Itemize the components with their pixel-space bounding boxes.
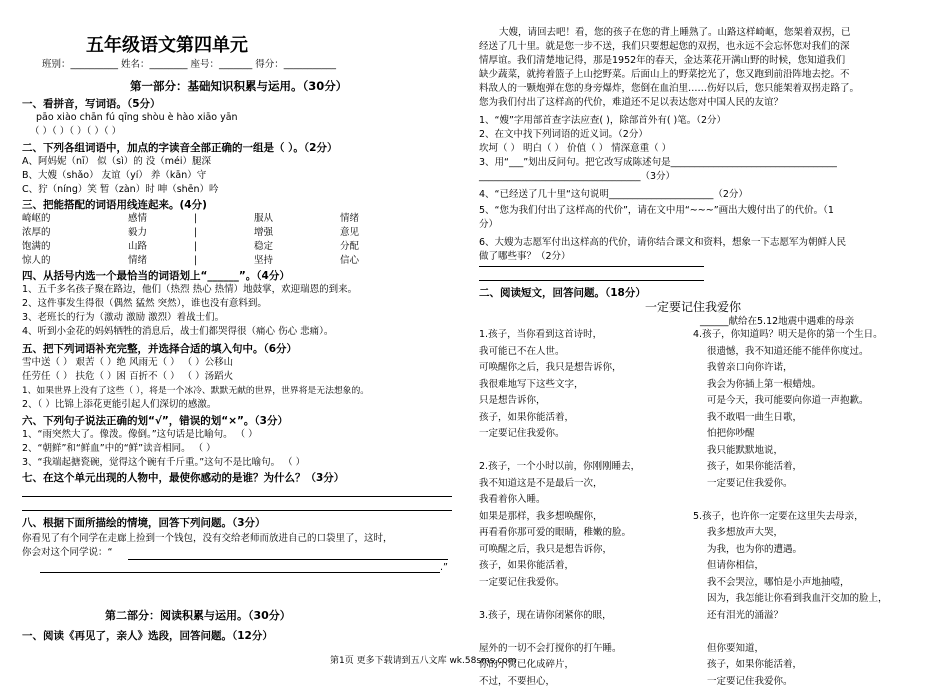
poem-line: 2.孩子，一个小时以前，你刚刚睡去， (479, 459, 689, 476)
q3-word[interactable]: 浓厚的 (22, 226, 51, 240)
poem-line: 4.孩子，你知道吗？明天是你的第一个生日。 (693, 327, 933, 344)
poem-line: 我不敢唱一曲生日歌， (693, 410, 933, 427)
q8-prompt: 你会对这个同学说：“ (22, 546, 462, 560)
rq5-line1[interactable]: 5、“您为我们付出了这样高的代价”，请在文中用“~~~”画出大嫂付出了的代价。（1 (479, 204, 929, 218)
passage-line: 缺少蔬菜，就挎着篮子上山挖野菜。后面山上的野菜挖光了，您又跑到前沿阵地去挖。不 (479, 68, 929, 82)
poem-line: 我曾亲口向你许诺， (693, 360, 933, 377)
reading2-heading: 二、阅读短文，回答问题。（18分） (479, 285, 646, 300)
q3-title: 三、把能搭配的词语用线连起来。(4分) (22, 198, 462, 212)
question-8 (22, 516, 462, 560)
poem-line: 3.孩子，现在请你闭紧你的眼， (479, 608, 689, 625)
passage-line: 大嫂，请回去吧！看，您的孩子在您的背上睡熟了。山路这样崎岖，您架着双拐，已 (479, 26, 929, 40)
part2-heading: 第二部分：阅读积累与运用。（30分） (105, 607, 291, 623)
reading1-questions (479, 114, 929, 264)
rq2-words[interactable]: 坎坷（ ） 明白（ ） 价值（ ） 情深意重（ ） (479, 142, 929, 156)
poem-line: 还有泪光的涌溢？ (693, 608, 933, 625)
poem-line (693, 624, 933, 641)
q8-closing-quote: .” (440, 562, 448, 573)
poem-line: 我多想放声大哭， (693, 525, 933, 542)
poem-line: 可唤醒你之后，我只是想告诉你， (479, 360, 689, 377)
rq4[interactable]: 4、“已经送了几十里“这句说明______________________（2分） (479, 188, 929, 202)
q3-word[interactable]: 毅力 (128, 226, 147, 240)
question-3 (22, 198, 462, 268)
poem-title: 一定要记住我爱你 (645, 298, 741, 315)
poem-line: 怕把你吵醒 (693, 426, 933, 443)
q2-option-a[interactable]: A、阿妈妮（nī） 似（sì）的 没（méi）腿深 (22, 155, 462, 169)
q3-word[interactable]: 稳定 (254, 240, 273, 254)
rq6-answer-line-2[interactable] (479, 280, 704, 281)
q2-option-c[interactable]: C、狞（níng）笑 暂（zàn）时 呻（shēn）吟 (22, 183, 462, 197)
q3-word[interactable]: 崎岖的 (22, 212, 51, 226)
q3-word[interactable]: 惊人的 (22, 254, 51, 268)
poem-line: 5.孩子，也许你一定要在这里失去母亲， (693, 509, 933, 526)
q5-sentence-1[interactable]: 1、如果世界上没有了这些（ ），将是一个冰冷、默默无献的世界，世界将是无法想象的。 (22, 384, 462, 398)
q8-answer-line-1[interactable] (128, 559, 448, 560)
q5-words-row-2[interactable]: 任劳任（ ） 扶危（ ）困 百折不（ ） （ ）汤蹈火 (22, 370, 462, 384)
poem-line: 一定要记住我爱你。 (693, 476, 933, 493)
poem-line: 一定要记住我爱你。 (479, 426, 689, 443)
q2-option-b[interactable]: B、大嫂（shǎo） 友谊（yí） 养（kān）守 (22, 169, 462, 183)
question-4 (22, 269, 462, 339)
q3-word: | (194, 212, 197, 226)
q3-word[interactable]: 感情 (128, 212, 147, 226)
question-5 (22, 342, 462, 412)
poem-line (693, 492, 933, 509)
q3-row (22, 212, 462, 226)
q3-word[interactable]: 情绪 (340, 212, 359, 226)
q7-answer-line-2[interactable] (22, 510, 452, 511)
q1-pinyin: pāo xiào chān fú qīng shòu è hào xiāo yān (22, 111, 462, 125)
q4-item-1: 1、五千多名孩子聚在路边，他们（热烈 热心 热情）地鼓掌，欢迎瑞恩的到来。 (22, 283, 462, 297)
passage-line: 经送了几十里。就是您一步不送，我们只要想起您的双拐，也永远不会忘怀您对我们的深 (479, 40, 929, 54)
q4-title: 四、从括号内选一个最恰当的词语划上“______”。（4分） (22, 269, 462, 283)
q3-word[interactable]: 情绪 (128, 254, 147, 268)
q3-word[interactable]: 山路 (128, 240, 147, 254)
poem-dedication[interactable]: ______献给在5.12地震中遇难的母亲 (700, 313, 854, 327)
poem-line: 屋外的一切不会打搅你的打午睡。 (479, 641, 689, 658)
poem-line: 我会为你插上第一根蜡烛。 (693, 377, 933, 394)
rq1[interactable]: 1、“嫂”字用部首查字法应查( )，除部首外有( )笔。（2分） (479, 114, 929, 128)
q3-word[interactable]: 信心 (340, 254, 359, 268)
q4-item-4: 4、听到小金花的妈妈牺牲的消息后，战士们都哭得很（痛心 伤心 悲痛）。 (22, 325, 462, 339)
q8-title: 八、根据下面所描绘的情境，回答下列问题。（3分） (22, 516, 462, 530)
q6-title: 六、下列句子说法正确的划“√”，错误的划“×”。（3分） (22, 414, 462, 428)
poem-line (479, 591, 689, 608)
q8-scenario: 你看见了有个同学在走廊上捡到一个钱包，没有交给老师而放进自己的口袋里了，这时， (22, 532, 462, 546)
rq3-cont[interactable]: __________________________________（3分） (479, 170, 929, 184)
student-info-line: 班别：__________ 姓名：________ 座号：_______ 得分：___________ (42, 56, 336, 70)
q3-word[interactable]: 增强 (254, 226, 273, 240)
passage-line: 料敌人的一颗炮弹在您的身旁爆炸，您倒在血泊里……伤好以后，您只能架着双拐走路了。 (479, 82, 929, 96)
poem-line: 只是想告诉你， (479, 393, 689, 410)
rq6-line2: 做了哪些事？（2分） (479, 250, 929, 264)
poem-right-column (693, 327, 933, 690)
poem-line: 孩子，如果你能活着， (479, 558, 689, 575)
q5-words-row-1[interactable]: 雪中送（ ） 艰苦（ ）绝 风雨无（ ） （ ）公移山 (22, 356, 462, 370)
part1-heading: 第一部分：基础知识积累与运用。（30分） (130, 78, 347, 94)
poem-line: 孩子，如果你能活着， (479, 410, 689, 427)
poem-line: 如果是那样，我多想唤醒你， (479, 509, 689, 526)
q3-word[interactable]: 服从 (254, 212, 273, 226)
q4-item-3: 3、老班长的行为（激动 激励 激烈）着战士们。 (22, 311, 462, 325)
rq3[interactable]: 3、用“___”划出反问句。把它改写成陈述句是___________________________________ (479, 156, 929, 170)
q7-answer-line-1[interactable] (22, 496, 452, 497)
q6-item-1[interactable]: 1、“雨突然大了。像泼。像倒。”这句话是比喻句。 （ ） (22, 428, 462, 442)
q4-item-2: 2、这件事发生得很（偶然 猛然 突然），谁也没有意料到。 (22, 297, 462, 311)
rq5-line2: 分） (479, 218, 929, 232)
q5-sentence-2[interactable]: 2、（ ）比锦上添花更能引起人们深切的感激。 (22, 398, 462, 412)
passage-line: 您为我们付出了这样高的代价，难道还不足以表达您对中国人民的友谊？ (479, 96, 929, 110)
poem-line: 为我，也为你的遭遇。 (693, 542, 933, 559)
q6-item-2[interactable]: 2、“朝鲜”和“鲜血”中的“鲜”读音相同。 （ ） (22, 442, 462, 456)
rq6-line1: 6、大嫂为志愿军付出这样高的代价，请你结合课文和资料，想象一下志愿军为朝鲜人民 (479, 236, 929, 250)
q3-row (22, 254, 462, 268)
rq2: 2、在文中找下列词语的近义词。（2分） (479, 128, 929, 142)
poem-line: 但你要知道， (693, 641, 933, 658)
q3-word: | (194, 254, 197, 268)
poem-line: 孩子，如果你能活着， (693, 459, 933, 476)
q3-word[interactable]: 分配 (340, 240, 359, 254)
q3-word[interactable]: 饱满的 (22, 240, 51, 254)
q7-title: 七、在这个单元出现的人物中，最使你感动的是谁？为什么？（3分） (22, 471, 344, 485)
page-title: 五年级语文第四单元 (86, 31, 248, 57)
reading1-heading: 一、阅读《再见了，亲人》选段，回答问题。（12分） (22, 628, 273, 643)
poem-line: 1.孩子，当你看到这首诗时， (479, 327, 689, 344)
rq6-answer-line-1[interactable] (479, 266, 704, 267)
poem-line: 我不知道这是不是最后一次， (479, 476, 689, 493)
q3-row (22, 226, 462, 240)
q6-item-3[interactable]: 3、“我端起搪瓷碗，觉得这个碗有千斤重。”这句不是比喻句。 （ ） (22, 456, 462, 470)
poem-line (479, 624, 689, 641)
question-6 (22, 414, 462, 470)
poem-line: 我看着你入睡。 (479, 492, 689, 509)
poem-line: 你的小窝已化成碎片， (479, 657, 689, 674)
q3-word[interactable]: 意见 (340, 226, 359, 240)
q5-title: 五、把下列词语补充完整，并选择合适的填入句中。（6分） (22, 342, 462, 356)
poem-line: 我只能默默地说， (693, 443, 933, 460)
q3-word: | (194, 240, 197, 254)
q3-word[interactable]: 坚持 (254, 254, 273, 268)
poem-line: 我很难地写下这些文字， (479, 377, 689, 394)
poem-line: 我不会哭泣，哪怕是小声地抽噎， (693, 575, 933, 592)
q1-title: 一、看拼音，写词语。（5分） (22, 97, 462, 111)
q3-matching-table (22, 212, 462, 268)
q3-row (22, 240, 462, 254)
poem-line: 孩子，如果你能活着， (693, 657, 933, 674)
poem-line: 但请你相信， (693, 558, 933, 575)
question-2 (22, 141, 462, 197)
poem-line: 我可能已不在人世。 (479, 344, 689, 361)
question-1 (22, 97, 462, 139)
page-footer: 第1页 更多下载请到五八文库 wk.58sms.com (330, 653, 517, 666)
poem-line: 可唤醒之后，我只是想告诉你， (479, 542, 689, 559)
poem-line: 一定要记住我爱你。 (479, 575, 689, 592)
poem-line: 很遗憾，我不知道还能不能伴你度过。 (693, 344, 933, 361)
q2-title: 二、下列各组词语中，加点的字读音全部正确的一组是（ ）。（2分） (22, 141, 462, 155)
reading1-passage (479, 26, 929, 110)
q1-answer-boxes[interactable]: （ ）（ ）（ ）（ ）（ ） (22, 125, 462, 139)
poem-left-column (479, 327, 689, 690)
poem-line: 再看看你那可爱的眼睛，稚嫩的脸。 (479, 525, 689, 542)
poem-line: 不过，不要担心， (479, 674, 689, 690)
poem-line: 因为，我怎能让你看到我血汗交加的脸上， (693, 591, 933, 608)
poem-line: 一定要记住我爱你。 (693, 674, 933, 690)
q8-answer-line-2[interactable] (40, 572, 440, 573)
passage-line: 情厚谊。我们清楚地记得，那是1952年的春天，金达莱花开满山野的时候，您知道我们 (479, 54, 929, 68)
poem-line: 可是今天，我可能要向你道一声抱歉。 (693, 393, 933, 410)
poem-line (479, 443, 689, 460)
q3-word: | (194, 226, 197, 240)
